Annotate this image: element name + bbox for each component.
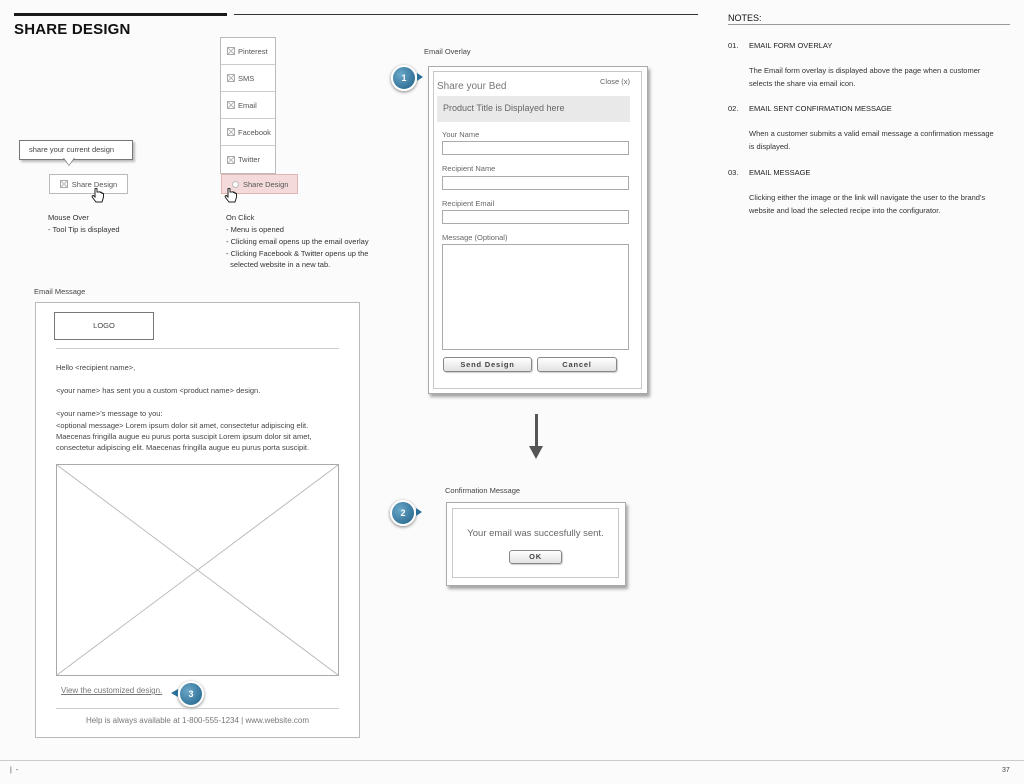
menu-item-pinterest[interactable] xyxy=(221,38,275,65)
note-number: 03. xyxy=(728,168,739,177)
email-overlay-label: Email Overlay xyxy=(424,47,471,56)
recipient-name-label: Recipient Name xyxy=(442,164,496,173)
email-message-line: <your name>'s message to you: xyxy=(56,409,163,418)
recipient-email-label: Recipient Email xyxy=(442,199,495,208)
page-footer-left: | - xyxy=(10,767,19,774)
notes-divider xyxy=(728,24,1010,25)
image-placeholder-icon xyxy=(227,101,235,109)
email-footer: Help is always available at 1-800-555-1234 | www.website.com xyxy=(85,716,310,725)
callout-badge: 3 xyxy=(178,681,204,707)
mouseover-caption-title: Mouse Over xyxy=(48,213,89,222)
email-footer-divider xyxy=(56,708,339,709)
hand-cursor-icon xyxy=(91,188,105,206)
menu-item-label: Facebook xyxy=(238,127,271,137)
callout-pointer xyxy=(416,508,422,516)
note-number: 01. xyxy=(728,41,739,50)
your-name-label: Your Name xyxy=(442,130,480,139)
mouseover-caption-line: - Tool Tip is displayed xyxy=(48,225,120,234)
note-title: EMAIL FORM OVERLAY xyxy=(749,41,833,50)
page-footer-rule xyxy=(0,760,1024,761)
image-placeholder-icon xyxy=(227,74,235,82)
note-title: EMAIL MESSAGE xyxy=(749,168,811,177)
ok-button[interactable]: OK xyxy=(509,550,562,564)
image-placeholder-icon xyxy=(60,180,68,188)
email-divider xyxy=(56,348,339,349)
menu-item-label: Email xyxy=(238,100,257,110)
share-menu xyxy=(220,37,276,174)
recipient-email-input[interactable] xyxy=(442,210,629,224)
callout-pointer xyxy=(171,689,178,697)
flow-arrow xyxy=(535,414,538,449)
share-design-label: Share Design xyxy=(71,179,118,189)
note-body: Clicking either the image or the link will navigate the user to the brand's website and load the selected recipe into the configurator. xyxy=(749,193,986,215)
flow-arrow-head xyxy=(529,446,543,459)
page-title: SHARE DESIGN xyxy=(14,21,131,38)
send-design-button[interactable]: Send Design xyxy=(443,357,532,372)
onclick-caption-line: - Menu is opened xyxy=(226,225,284,234)
confirmation-dialog-inner xyxy=(452,508,619,578)
email-message-line: <optional message> Lorem ipsum dolor sit amet, consectetur adipiscing elit. xyxy=(56,421,309,430)
page-number: 37 xyxy=(1002,767,1010,774)
hand-cursor-icon xyxy=(224,188,238,206)
product-title: Product Title is Displayed here xyxy=(437,96,630,122)
email-greeting: Hello <recipient name>, xyxy=(56,363,136,372)
notes-heading: NOTES: xyxy=(728,13,762,23)
menu-item-label: Twitter xyxy=(238,155,261,164)
onclick-caption-title: On Click xyxy=(226,213,255,222)
menu-item-twitter[interactable] xyxy=(221,146,275,173)
tooltip-pointer-inner xyxy=(64,158,74,165)
cancel-button[interactable]: Cancel xyxy=(537,357,617,372)
menu-item-label: SMS xyxy=(238,73,255,83)
menu-item-sms[interactable] xyxy=(221,65,275,92)
share-design-label: Share Design xyxy=(243,179,289,189)
image-placeholder-icon xyxy=(227,156,235,164)
callout-2 xyxy=(390,500,416,526)
image-placeholder-icon xyxy=(227,128,235,136)
share-circle-icon xyxy=(232,181,239,188)
menu-item-email[interactable] xyxy=(221,92,275,119)
header-rule-thick xyxy=(14,13,227,16)
callout-1 xyxy=(391,65,417,91)
your-name-input[interactable] xyxy=(442,141,629,155)
email-message-line: consectetur adipiscing elit. Maecenas fringilla augue eu purus porta suscipit. xyxy=(56,443,310,452)
callout-badge: 2 xyxy=(390,500,416,526)
note-number: 02. xyxy=(728,104,739,113)
message-textarea[interactable] xyxy=(442,244,629,350)
tooltip: share your current design xyxy=(19,140,133,160)
overlay-title: Share your Bed xyxy=(437,81,507,92)
recipient-name-input[interactable] xyxy=(442,176,629,190)
onclick-caption-line: selected website in a new tab. xyxy=(226,260,331,269)
share-design-button[interactable] xyxy=(49,174,128,194)
callout-pointer xyxy=(417,73,423,81)
confirmation-label: Confirmation Message xyxy=(445,486,521,495)
onclick-caption-line: - Clicking email opens up the email overlay xyxy=(226,237,369,246)
menu-item-facebook[interactable] xyxy=(221,119,275,146)
logo: LOGO xyxy=(54,312,154,340)
image-placeholder-icon xyxy=(227,47,235,55)
note-body: When a customer submits a valid email message a confirmation message is displayed. xyxy=(749,129,994,151)
callout-3 xyxy=(178,681,204,707)
confirmation-message: Your email was succesfully sent. xyxy=(467,528,604,539)
header-rule-thin xyxy=(234,14,698,15)
callout-badge: 1 xyxy=(391,65,417,91)
close-button[interactable]: Close (x) xyxy=(600,77,631,86)
view-design-link[interactable]: View the customized design. xyxy=(61,686,163,695)
design-image-placeholder[interactable] xyxy=(56,464,339,676)
note-body: The Email form overlay is displayed above the page when a customer selects the share via email icon. xyxy=(749,66,981,88)
menu-item-label: Pinterest xyxy=(238,46,268,56)
note-title: EMAIL SENT CONFIRMATION MESSAGE xyxy=(749,104,892,113)
email-message-line: Maecenas fringilla augue eu purus porta suscipit Lorem ipsum dolor sit amet, xyxy=(56,432,312,441)
onclick-caption-line: - Clicking Facebook & Twitter opens up the xyxy=(226,249,369,258)
message-label: Message (Optional) xyxy=(442,233,508,242)
email-message-label: Email Message xyxy=(34,287,86,296)
email-intro: <your name> has sent you a custom <product name> design. xyxy=(56,386,261,395)
